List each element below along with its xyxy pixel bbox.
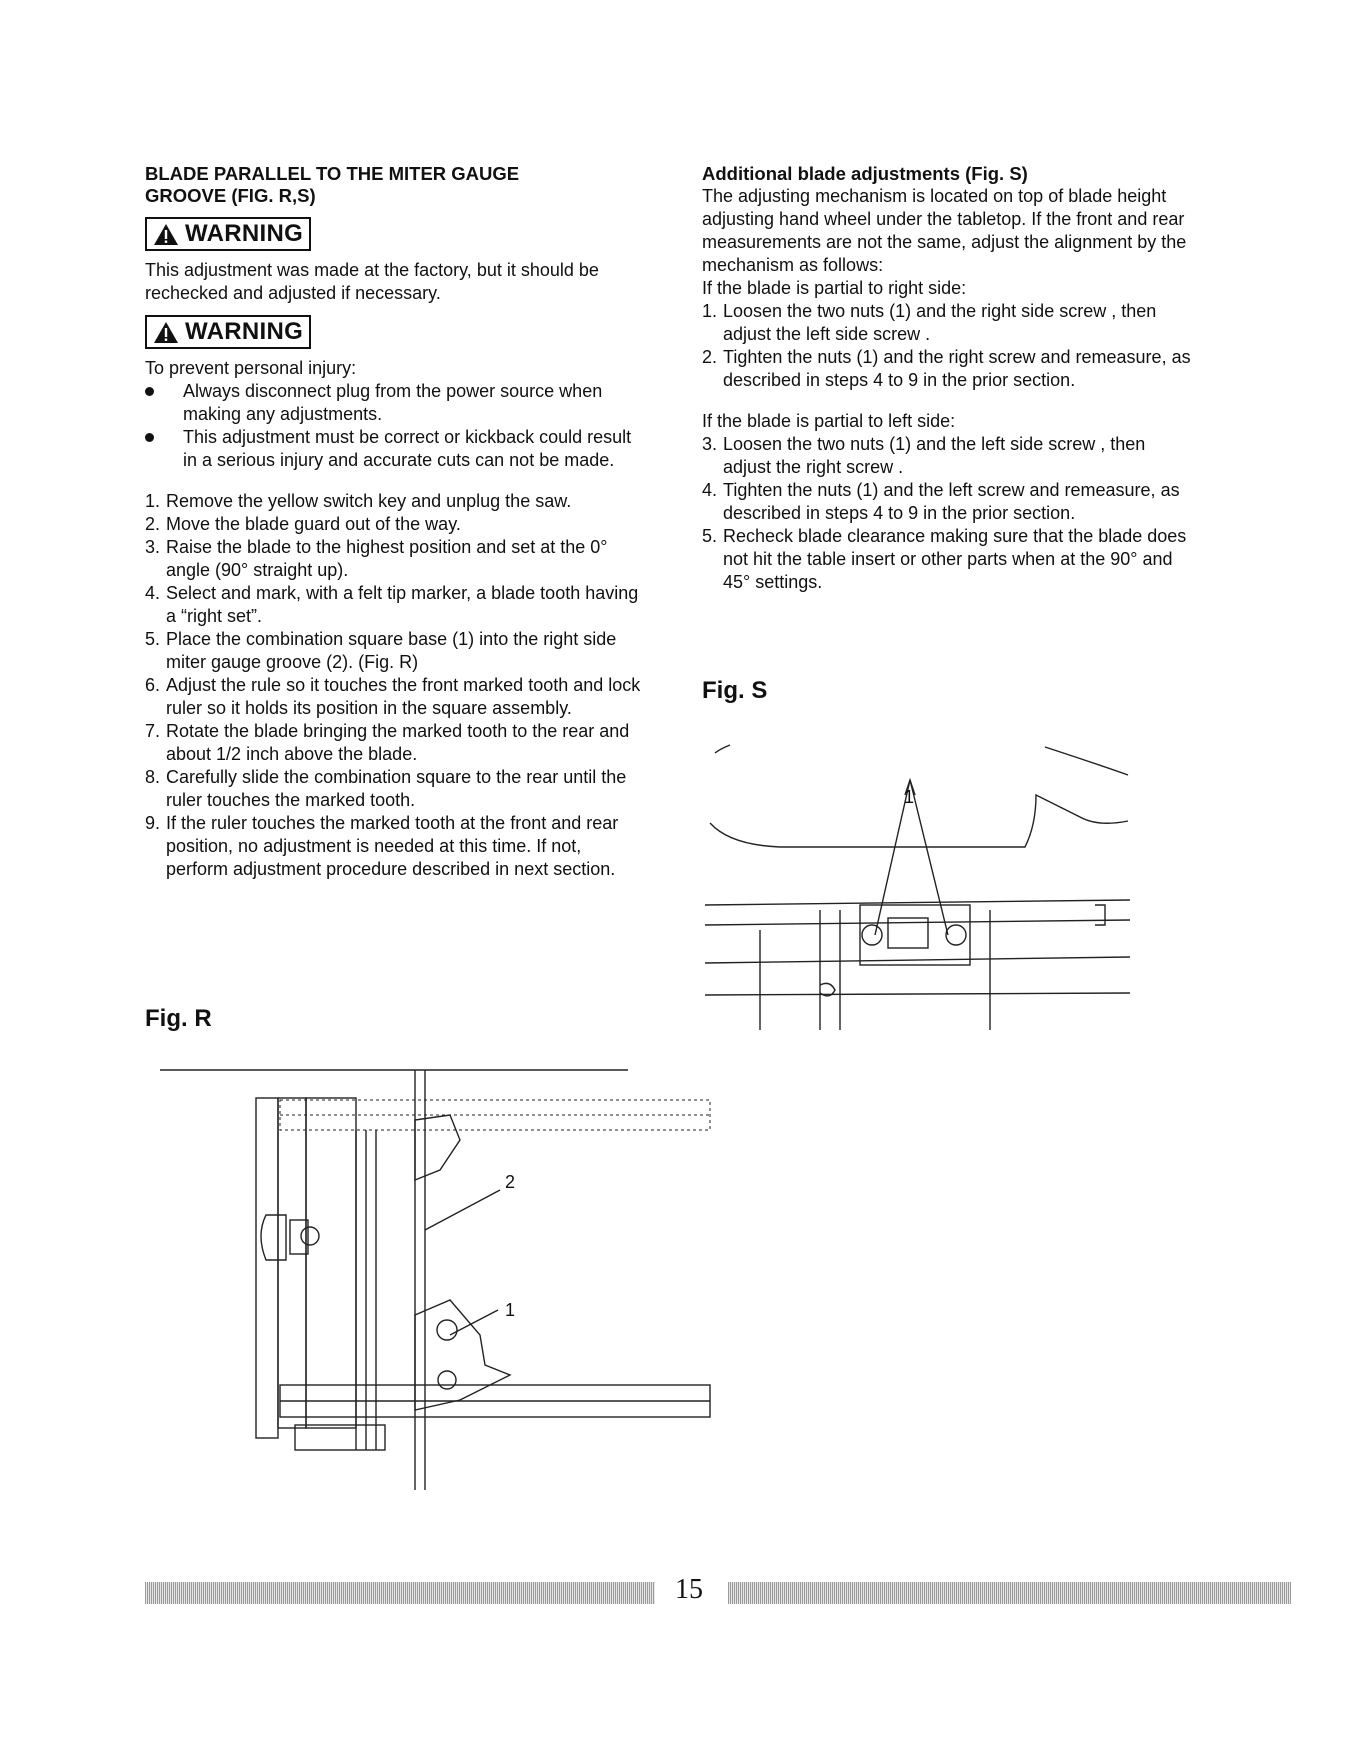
figure-r-label: Fig. R bbox=[145, 1005, 212, 1032]
warning-triangle-icon bbox=[153, 321, 179, 344]
heading-line-1: BLADE PARALLEL TO THE MITER GAUGE bbox=[145, 163, 520, 184]
step-item: 7. Rotate the blade bringing the marked tooth to the rear and about 1/2 inch above the blade. bbox=[145, 721, 630, 764]
figure-s-illustration bbox=[700, 735, 1140, 1030]
figure-r-callout-2: 2 bbox=[505, 1172, 516, 1192]
warning-2-intro: To prevent personal injury: bbox=[145, 358, 357, 378]
step-item: 9. If the ruler touches the marked tooth at the front and rear position, no adjustment is needed at this time. If not, perform adjustment procedure described in next section. bbox=[145, 813, 619, 879]
step-item: 2. Tighten the nuts (1) and the right screw and remeasure, as described in steps 4 to 9 in the prior section. bbox=[702, 347, 1191, 390]
right-column bbox=[702, 163, 1192, 594]
warning-bullet-list bbox=[145, 380, 645, 472]
step-item: 4. Select and mark, with a felt tip marker, a blade tooth having a “right set”. bbox=[145, 583, 639, 626]
bullet-item: Always disconnect plug from the power source when making any adjustments. bbox=[145, 380, 645, 426]
step-item: 3. Raise the blade to the highest position and set at the 0° angle (90° straight up). bbox=[145, 537, 608, 580]
case-2-intro: If the blade is partial to left side: bbox=[702, 411, 956, 431]
step-item: 5. Recheck blade clearance making sure that the blade does not hit the table insert or other parts when at the 90° and 45° settings. bbox=[702, 526, 1187, 592]
warning-label-1 bbox=[145, 217, 311, 251]
step-item: 3. Loosen the two nuts (1) and the left side screw , then adjust the right screw . bbox=[702, 434, 1146, 477]
footer-rule-right bbox=[728, 1582, 1291, 1604]
step-item: 1. Loosen the two nuts (1) and the right side screw , then adjust the left side screw . bbox=[702, 301, 1157, 344]
warning-label-text: WARNING bbox=[185, 220, 304, 247]
figure-r-illustration bbox=[150, 1060, 650, 1510]
figure-s-callout-1: 1 bbox=[904, 787, 915, 807]
heading-line-2: GROOVE (FIG. R,S) bbox=[145, 185, 316, 206]
step-item: 8. Carefully slide the combination square to the rear until the ruler touches the marked tooth. bbox=[145, 767, 627, 810]
warning-triangle-icon bbox=[153, 223, 179, 246]
case-1-steps bbox=[702, 300, 1192, 392]
warning-label-text: WARNING bbox=[185, 318, 304, 345]
bullet-item: This adjustment must be correct or kickback could result in a serious injury and accurate cuts can not be made. bbox=[145, 426, 645, 472]
page-number: 15 bbox=[675, 1574, 703, 1605]
case-2-steps bbox=[702, 433, 1192, 594]
step-item: 4. Tighten the nuts (1) and the left screw and remeasure, as described in steps 4 to 9 in the prior section. bbox=[702, 480, 1180, 523]
step-item: 5. Place the combination square base (1) into the right side miter gauge groove (2). (Fig. R) bbox=[145, 629, 617, 672]
figure-r-callout-1: 1 bbox=[505, 1300, 516, 1320]
step-item: 6. Adjust the rule so it touches the front marked tooth and lock ruler so it holds its position in the square assembly. bbox=[145, 675, 641, 718]
case-1-intro: If the blade is partial to right side: bbox=[702, 278, 967, 298]
section-heading bbox=[145, 163, 645, 207]
step-item: 1. Remove the yellow switch key and unplug the saw. bbox=[145, 491, 572, 511]
section-heading: Additional blade adjustments (Fig. S) bbox=[702, 163, 1028, 184]
warning-1-text: This adjustment was made at the factory, but it should be rechecked and adjusted if necessary. bbox=[145, 260, 599, 303]
step-item: 2. Move the blade guard out of the way. bbox=[145, 514, 461, 534]
procedure-steps bbox=[145, 490, 645, 881]
left-column bbox=[145, 163, 645, 881]
footer-rule-left bbox=[145, 1582, 655, 1604]
figure-s-label: Fig. S bbox=[702, 677, 768, 704]
intro-text: The adjusting mechanism is located on top of blade height adjusting hand wheel under the tabletop. If the front and rear measurements are not the same, adjust the alignment by the mechanism as follows: bbox=[702, 186, 1187, 275]
warning-label-2 bbox=[145, 315, 311, 349]
